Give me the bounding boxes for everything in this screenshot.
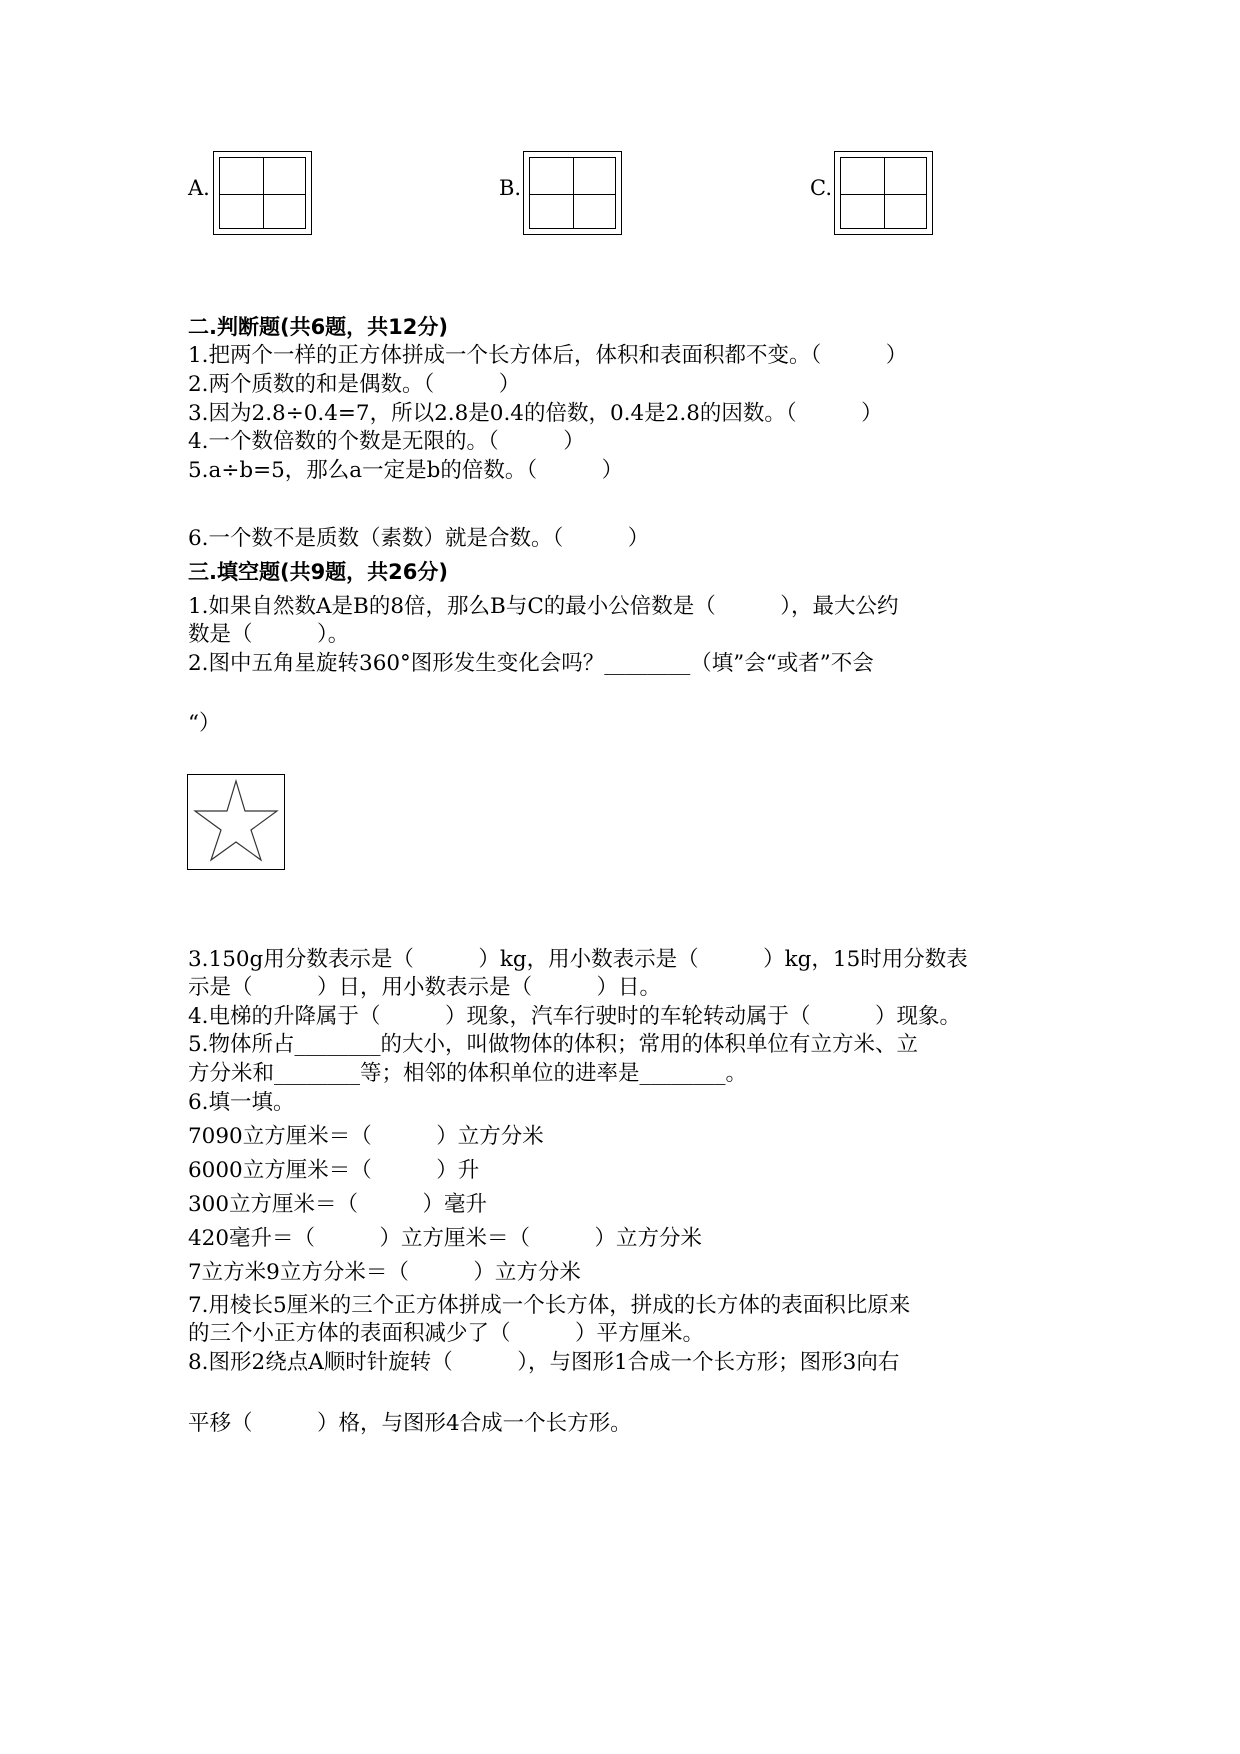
judgement-q2: 2.两个质数的和是偶数。（ ）	[188, 372, 521, 397]
fill-q7-line2: 的三个小正方体的表面积减少了（ ）平方厘米。	[188, 1321, 705, 1346]
fill-q7-line1: 7.用棱长5厘米的三个正方体拼成一个长方体，拼成的长方体的表面积比原来	[188, 1293, 911, 1318]
section-heading-fill-blank: 三.填空题(共9题，共26分)	[188, 560, 449, 584]
fill-q6-item: 300立方厘米＝（ ）毫升	[188, 1192, 488, 1217]
fill-q1-line2: 数是（ ）。	[188, 622, 350, 647]
option-a-figure	[213, 151, 312, 235]
option-c-label: C.	[810, 176, 832, 200]
fill-q5-line1: 5.物体所占________的大小，叫做物体的体积；常用的体积单位有立方米、立	[188, 1032, 919, 1057]
fill-q4: 4.电梯的升降属于（ ）现象，汽车行驶时的车轮转动属于（ ）现象。	[188, 1004, 962, 1029]
option-a-label: A.	[188, 176, 210, 200]
fill-q1-line1: 1.如果自然数A是B的8倍，那么B与C的最小公倍数是（ ），最大公约	[188, 594, 899, 619]
fill-q3-line1: 3.150g用分数表示是（ ）kg，用小数表示是（ ）kg，15时用分数表	[188, 947, 968, 972]
fill-q2-line1: 2.图中五角星旋转360°图形发生变化会吗？________（填”会“或者”不会	[188, 651, 874, 676]
fill-q2-line2: “）	[188, 711, 221, 736]
fill-q5-line2: 方分米和________等；相邻的体积单位的进率是________。	[188, 1061, 748, 1086]
section-heading-judgement: 二.判断题(共6题，共12分)	[188, 315, 449, 339]
five-point-star-icon	[188, 775, 284, 869]
judgement-q3: 3.因为2.8÷0.4=7，所以2.8是0.4的倍数，0.4是2.8的因数。（ ）	[188, 401, 883, 426]
fill-q6-title: 6.填一填。	[188, 1090, 295, 1115]
judgement-q4: 4.一个数倍数的个数是无限的。（ ）	[188, 429, 585, 454]
fill-q8-line1: 8.图形2绕点A顺时针旋转（ ），与图形1合成一个长方形；图形3向右	[188, 1350, 900, 1375]
fill-q6-item: 6000立方厘米＝（ ）升	[188, 1158, 480, 1183]
fill-q6-item: 420毫升＝（ ）立方厘米＝（ ）立方分米	[188, 1226, 703, 1251]
judgement-q5: 5.a÷b=5，那么a一定是b的倍数。（ ）	[188, 458, 624, 483]
fill-q6-item: 7090立方厘米＝（ ）立方分米	[188, 1124, 544, 1149]
fill-q6-item: 7立方米9立方分米＝（ ）立方分米	[188, 1260, 581, 1285]
fill-q3-line2: 示是（ ）日，用小数表示是（ ）日。	[188, 975, 662, 1000]
option-c-figure	[834, 151, 933, 235]
star-figure-box	[187, 774, 285, 870]
judgement-q1: 1.把两个一样的正方体拼成一个长方体后，体积和表面积都不变。（ ）	[188, 343, 908, 368]
judgement-q6: 6.一个数不是质数（素数）就是合数。（ ）	[188, 526, 650, 551]
option-b-label: B.	[499, 176, 522, 200]
option-b-figure	[523, 151, 622, 235]
fill-q8-line2: 平移（ ）格，与图形4合成一个长方形。	[188, 1411, 632, 1436]
